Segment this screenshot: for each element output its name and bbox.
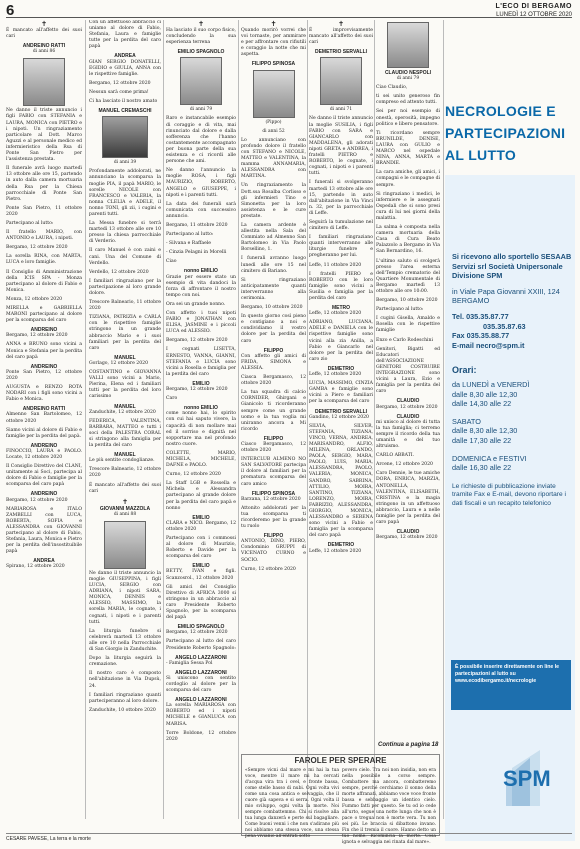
- deceased-name: FILIPPO SPINOSA: [251, 490, 296, 497]
- deceased-name: EMILIO: [192, 380, 210, 387]
- ad-title: [445, 100, 575, 166]
- notice-text: - Famiglia Sessa Pol: [166, 660, 213, 666]
- notice-text: FINOCCIO, LAURA e PAOLO. Locate, 12 ottobre 2020: [6, 448, 82, 460]
- portrait-photo: [180, 57, 222, 105]
- notice-text: SILVIA, SILVER, STEFANIA, TIZIANA, VINCO, VERNA, ANDREA, MARISANDRO, ALFIO, MILENA, ORLANDO, PAOLA, SERGIO, MARA, PAOLO, LUIS, MARIA, ALESSANDRA, PAOLO, VALERIA, MONICA, SANDRO, SABRINA, ATTILIO, MOIRA, SANTINO, TIZIANA, LORENZO, MOIRA, FABRIZIO, ALESSANDRA, GIORGIO, MONICA, ALESSANDRO e SERENA sono vicini a Fabio e famiglia per la scomparsa del caro papà: [309, 423, 373, 539]
- notice-text: I fratelli PIERO e ROBERTO con le loro famiglie sono vicini a Susilia e famiglia per la perdita del caro: [309, 271, 373, 301]
- ad-body: [452, 252, 574, 508]
- notice-text: Ciasco Bergamasco, 12 ottobre 2020: [241, 441, 306, 454]
- deceased-name: DEMETRIO: [327, 542, 355, 549]
- notice-text: Bergamo, 12 ottobre 2020: [6, 497, 68, 503]
- notice-text: Partecipano con i commossi al dolore di Maurizio, Roberto e Davide per la scomparsa del caro: [166, 536, 236, 560]
- notice-text: Zanduchite, 10 ottobre 2020: [89, 707, 156, 713]
- age-note: di anni 86: [32, 49, 56, 55]
- deceased-name: EMILIO: [192, 563, 210, 570]
- notice-text: I cognati LISETTA, ERNESTO, VANNA, GIANNI, STEFANIA e LUCIA sono vicini a Rosella e famiglia per la perdita del caro: [166, 347, 236, 377]
- deceased-name: ANDREINO: [30, 442, 58, 449]
- deceased-name: DEMETRIO SERVALLI: [314, 408, 368, 415]
- notice-text: La camera ardente è allestita nella Sala del Commiato ad Almenno San Bartolomeo in Via Paolo Borsellino, 1.: [241, 222, 306, 253]
- notice-text: FEDERICA, VALENTINA, BARBARA, MATTEO e tutti i soci della PALESTRA CORAL si stringono alla famiglia per la perdita del caro: [89, 418, 161, 449]
- poem-credit: CESARE PAVESE, La terra e la morte: [6, 836, 91, 842]
- notice-text: Genitori, Bigatti ed Educatori dell'ASSOCIAZIONE GENITORI COSTRUIRE INTEGRAZIONE sono vicini a Laura, Ezio e famiglia per la perdita del caro: [376, 346, 440, 395]
- notice-text: CARLO ABBATI.: [376, 453, 415, 459]
- notice-text: Si ringraziano anticipatamente quanti interverranno alla cerimonia.: [241, 277, 306, 301]
- cross-icon: ✝: [338, 20, 344, 28]
- notice-text: I familiari ringraziano per la partecipazione al loro grande dolore.: [89, 278, 161, 296]
- notice-text: Ora sei un grande nonno.: [166, 301, 226, 307]
- notice-text: AUGUSTA e RENZO ROTA NODARI con i figli sono vicini a Fabio e Monica.: [6, 385, 82, 403]
- age-note: di anni 79: [396, 76, 420, 82]
- notice-text: La tua squadra di calcio CORNIDER, Ghirgani e Gianicolo ti ricorderanno sempre come un grande uomo e la tua voglia mi uniranno ancora a Mi ricordo: [241, 390, 306, 432]
- notice-text: Nessun sarà come prima!: [89, 89, 149, 95]
- notice-text: Raro e instancabile esempio di coraggio e di vita, mai rinunciato dal dolore e dalla sofferenza che l'hanno costantemente accompagnato per buona parte della sua esistenza e ci ricordi alle persone che ami.: [166, 116, 236, 165]
- notice-text: GIAN SERGIO DONATELLI, EGIDIO e GIULIA, ANNA con le rispettive famiglie.: [89, 59, 161, 77]
- portrait-photo: [104, 521, 146, 569]
- ad-email: [452, 341, 574, 351]
- portrait-photo: [23, 58, 65, 106]
- spm-logo-text: SPM: [503, 766, 551, 791]
- cross-icon: ✝: [270, 20, 277, 28]
- notice-text: Leffe, 12 ottobre 2020: [309, 372, 362, 378]
- ad-title-line: AL LUTTO: [445, 147, 517, 163]
- notice-text: MARIAROSA e ITALO ZAMBELLI con LUCA, ROBERTA, SOFIA e ALESSANDRA con GIOVANNI partecipano al dolore di Fabio, Stefania, Laura, Monica e Pietro per la perdita dell'insostituibile papà: [6, 506, 82, 555]
- column-divider: [163, 20, 164, 819]
- notice-text: Gandino, 12 ottobre 2020: [309, 414, 369, 420]
- paper-name: L'ECO DI BERGAMO: [495, 3, 572, 10]
- weekday-hours-morning: dalle 8,30 alle 12,30: [452, 389, 518, 399]
- notice-text: Ciao Claudio,: [376, 85, 408, 91]
- notice-text: COLETTE, MARIO, MICHELA, MICHELE, DAFNE e PAOLO.: [166, 450, 236, 469]
- deceased-name: ANDREA: [33, 558, 55, 565]
- notice-text: Trescore Balneario, 12 ottobre 2020: [89, 467, 161, 479]
- notice-text: - Cinzia Pelagni in Morelli: [166, 250, 227, 256]
- deceased-name: nonno EMILIO: [184, 268, 218, 275]
- obituary-column-1: [6, 20, 82, 840]
- notice-text: Il funerale avrà luogo martedì 13 ottobre alle ore 15, partendo in auto dalla camera mortuaria della Rsa per la Chiesa parrocchiale di Ponte San Pietro.: [6, 166, 82, 202]
- notice-text: La sorella RINA, con MARTA, LUCA e loro famiglie.: [6, 254, 82, 266]
- notice-text: ANNA e BRUNO sono vicini a Monica e Stefania per la perdita del caro papà: [6, 342, 82, 360]
- obituary-column-5: [309, 20, 373, 748]
- notice-text: I familiari ringraziano quanti interverranno alle liturgie funebre e pregheranno per lui.: [309, 235, 373, 259]
- notice-text: come nonno hai, lo spirito con cui hai saputo vivere, la capacità di non mollare mai ed il sorriso e dignità nel sopportare ma nel profondo nostro cuore.: [166, 411, 236, 447]
- notice-text: Siamo vicini al dolore di Fabio e famiglie per la perdita del papà.: [6, 427, 82, 439]
- obituary-column-6: [376, 20, 440, 730]
- email-label: E-mail: [452, 340, 474, 350]
- deceased-name: ANGELO LAZZARONI: [175, 654, 227, 661]
- notice-text: Quando morirò vorrei che voi tornaste, per ammirare e per affrontare con rifiutili e coraggio la notte che mi aspetta.: [241, 28, 306, 58]
- ad-fax: [452, 331, 574, 341]
- notice-text: Ne danno il triste annuncio la moglie SUSILIA, i figli FABIO con SARA e GIANCARLO con MADDALENA, gli adorati nipoti GRETA e ANDREA, i fratelli PIETRO e ROBERTO, le cognate, i cognati, i nipoti e i parenti tutti.: [309, 116, 373, 177]
- notice-text: É improvvisamente mancato all'affetto dei suoi cari: [309, 28, 373, 46]
- notice-text: Grazie per essere stato un esempio di vita dandoci la forza di affrontare il nostro tempo con noi.: [166, 274, 236, 298]
- age-note: di anni 88: [113, 511, 137, 517]
- notice-text: Leffe, 12 ottobre 2020: [309, 311, 362, 317]
- notice-text: INTERCLUB ALMENO NO SAN SALVATORE partecipa il dolore al familiari per la prematura scomparsa del caro amico: [241, 457, 306, 487]
- ad-title-line: NECROLOGIE E: [445, 103, 556, 119]
- notice-text: I familiari ringraziano quanti parteciperanno al loro dolore.: [89, 692, 161, 704]
- notice-text: Il Consiglio di Amministrazione della ICIS SPA - Monza partecipano al dolore di Fabio e Monica.: [6, 269, 82, 293]
- portrait-photo: [320, 57, 362, 105]
- notice-text: Torre Boldone, 12 ottobre 2020: [166, 730, 236, 742]
- notice-text: Bergamo, 11 ottobre 2020: [166, 222, 228, 228]
- notice-text: I funerali avranno luogo lunedì alle ore 15 nel cimitero di Bariano.: [241, 256, 306, 274]
- deceased-name: FILIPPO: [263, 435, 284, 442]
- notice-text: Si ringraziano i medici, le infermiere e le assegnati Ospedali che si sono presi cura di lui nei giorni della malattia.: [376, 191, 440, 221]
- deceased-name: ANDREINO: [30, 327, 58, 334]
- deceased-name: FILIPPO: [263, 347, 284, 354]
- notice-text: Ciao: [166, 259, 177, 265]
- holiday-hours-range: dalle 16,30 alle 22: [452, 463, 512, 473]
- notice-text: Partecipano al lutto:: [166, 232, 214, 238]
- deceased-name: EMILIO: [192, 514, 210, 521]
- deceased-name: GIOVANNI MAZZOLA: [99, 505, 151, 512]
- holiday-label: DOMENICA e FESTIVI: [452, 453, 527, 463]
- notice-text: Barzana, 12 ottobre 2020: [241, 496, 301, 502]
- age-note: di anni 71: [329, 107, 353, 113]
- deceased-name: MANUEL: [114, 403, 136, 410]
- notice-text: Bergamo, 12 ottobre 2020: [6, 333, 68, 339]
- portrait-photo: [253, 70, 295, 118]
- column-divider: [443, 20, 444, 819]
- ad-intro: Si ricevono allo sportello SESAAB Servizi srl Società Unipersonale Divisione SPM: [452, 252, 572, 281]
- deceased-name: MANUEL: [114, 452, 136, 459]
- notice-text: Arcene, 12 ottobre 2020: [376, 462, 433, 468]
- deceased-name: EMILIO SPAGNOLO: [177, 624, 225, 631]
- notice-text: ti sei unito generoso fin compreso ed attento tutti.: [376, 94, 440, 106]
- saturday-hours-afternoon: dalle 17,30 alle 22: [452, 435, 512, 445]
- notice-text: Le più sentite condoglianze.: [89, 458, 155, 464]
- notice-text: Ti ricordano sempre BRUNILDE, DENISE, LAURA con GULIO e MARCO nel ospedale NINA, ANNA, MARTA e BRANDIE.: [376, 130, 440, 167]
- notice-text: Gli amici del Consiglio Direttivo di AFRICA 3000 si stringono in un abbraccio al caro Presidente Roberto Spagnolo, per la scomparsa del papà: [166, 584, 236, 621]
- tel-number[interactable]: 035.35.87.77: [466, 311, 509, 321]
- cross-icon: ✝: [41, 20, 47, 28]
- notice-text: Partecipano al lutto del caro Presidente Roberto Spagnolo:: [166, 639, 236, 651]
- notice-text: La salma è composta nella camera mortuaria della Casa di Cura Beato Palazzolo a Bergamo in Via San Bernardino, 16.: [376, 225, 440, 255]
- notice-text: TIZIANA, PATRIZIA e CARLA con le rispettive famiglie stringono in un grande abbraccio Mario e i suoi familiari per la perdita del caro: [89, 315, 161, 351]
- notice-text: Ha lasciato il suo corpo fisico, concludendo la sua esperienza terrena: [166, 28, 236, 46]
- notice-text: MIRELLA e GABRIELLA MARONI partecipano al dolore per la scomparsa del caro: [6, 306, 82, 324]
- age-note: di anni 52: [262, 128, 285, 134]
- deceased-name: DEMETRIO: [327, 365, 355, 372]
- notice-text: Dopo la liturgia seguirà la cremazione.: [89, 656, 161, 668]
- continues-note: Continua a pagina 18: [378, 742, 439, 748]
- notice-text: Bergamo, 12 ottobre 2020: [89, 80, 151, 86]
- weekday-hours: [452, 380, 574, 409]
- deceased-name: CLAUDIO NESPOLI: [384, 70, 432, 76]
- notice-text: ANTONIO, DINO, PIERO, Condominio GRUPPI di VICENATO CURNO e SOCIO.: [241, 539, 306, 563]
- obituary-column-3: [166, 20, 236, 840]
- header-rule: [6, 17, 572, 18]
- notice-text: I funerali si svolgeranno martedì 13 ottobre alle ore 15, partendo in auto dall'abitazione in Via Vinci n. 32, per la parrocchiale di Leffe.: [309, 180, 373, 216]
- notice-text: - Silvana e Raffaele: [166, 241, 211, 247]
- poem-title: FAROLE PER SPERARE: [294, 756, 387, 765]
- notice-text: Ciasca Bergamasco, 12 ottobre 2020: [241, 375, 306, 387]
- notice-text: Profondamente addolorati, ne annunciano la scomparsa la moglie PIA, il papà MARIO, le sorelle NICOLE con FRANCESCO e VALERIA, la nonna CLELIA e ADELE, il nonno TONI, gli zii, i cugini e parenti tutti.: [89, 169, 161, 217]
- notice-text: CLARA e NICO. Bergamo, 12 ottobre 2020: [166, 520, 236, 532]
- deceased-name: CLAUDIO: [396, 529, 420, 536]
- holiday-hours: [452, 454, 574, 473]
- deceased-name: nonno EMILIO: [184, 405, 218, 412]
- notice-text: Sei per noi esempio di onestà, operosità, impegno politico e libero pensatore.: [376, 109, 440, 127]
- issue-date: LUNEDÌ 12 OTTOBRE 2020: [496, 12, 572, 18]
- saturday-label: SABATO: [452, 416, 481, 426]
- notice-text: Monza, 12 ottobre 2020: [6, 296, 63, 302]
- notice-text: La data dei funerali sarà comunicata con successivo annuncio.: [166, 201, 236, 219]
- notice-text: In questo giorno così pieno e contigiano a noi e condividiamo il vostro dolore per la perdita del caro: [241, 314, 306, 344]
- cross-icon: ✝: [198, 20, 204, 28]
- notice-text: É mancato all'affetto dei suoi cari: [6, 28, 82, 40]
- deceased-name: ANDREINO RATTI: [22, 406, 66, 413]
- age-note: (Pippo): [265, 119, 282, 125]
- notice-text: Enzo e Carlo Rodeschini: [376, 337, 433, 343]
- page-number: 6: [6, 2, 15, 19]
- deceased-name: EMILIO SPAGNOLO: [177, 49, 225, 56]
- column-divider: [85, 20, 86, 819]
- deceased-name: MANUEL CREMASCHI: [98, 108, 152, 115]
- notice-text: Verdello, 12 ottobre 2020: [89, 269, 149, 275]
- column-divider: [307, 20, 308, 819]
- notice-text: BETTY, IVAN e figli. Scanzosrol., 12 ottobre 2020: [166, 569, 236, 581]
- notice-text: Si uniscono con sentito cordoglio al dolore per la scomparsa del caro: [166, 675, 236, 694]
- column-divider: [374, 20, 375, 819]
- email-link[interactable]: necro@spm.it: [475, 340, 525, 350]
- notice-text: Il Consiglio Direttivo del CLANI, unitamente ai Soci, partecipa al dolore di Fabio e famiglie per la scomparsa del caro papà: [6, 464, 82, 488]
- notice-text: Leffe, 11 ottobre 2020: [309, 262, 362, 268]
- notice-text: Ponte San Pietro, 12 ottobre 2020: [6, 369, 82, 381]
- deceased-name: CLAUDIO: [396, 398, 420, 405]
- notice-text: Il nostro caro è composto nell'abitazione in Via Dupsù, 24.: [89, 671, 161, 689]
- portrait-photo: [387, 22, 429, 68]
- notice-text: Bergamo, 12 ottobre 2020: [6, 245, 68, 251]
- notice-text: Partecipano al lutto:: [6, 220, 54, 226]
- notice-text: Zanduchite, 12 ottobre 2020: [89, 409, 156, 415]
- notice-text: Bergamo, 10 ottobre 2020: [241, 305, 303, 311]
- notice-text: Ci ha lasciato il nostro amato: [89, 99, 158, 105]
- notice-text: LUCIA, MASSIMO, CINZIA GAMBA e famiglie sono vicini a Piero e familiari per la scomparsa del caro: [309, 381, 373, 405]
- notice-text: Leffe, 12 ottobre 2020: [309, 548, 362, 554]
- deceased-name: FILIPPO SPINOSA: [251, 61, 296, 68]
- notice-text: Con un affettuoso abbraccio ci uniamo al dolore di Fabio, Stefania, Laura e famiglie tutte per la perdita del caro papà: [89, 20, 161, 50]
- notice-text: Ne danno il triste annuncio i figli FABIO con STEFANIA e LAURA, MONICA con PIETRO e i nipoti. Un ringraziamento particolare al Dott. Marco Aguzzi e al personale medico ed infermieristico della Rsa di Ponte San Pietro per l'assistenza prestata.: [6, 108, 82, 163]
- notice-text: Bergamo, 12 ottobre 2020: [166, 387, 228, 393]
- fax-label: Fax: [452, 331, 465, 341]
- ad-address: in Viale Papa Giovanni XXIII, 124 BERGAMO: [452, 286, 560, 306]
- notice-text: Bergamo, 12 ottobre 2020: [376, 535, 438, 541]
- notice-text: La liturgia funebre si celebrerà martedì 13 ottobre alle ore 10 nella Parrocchiale di San Giorgio in Zanduchite.: [89, 628, 161, 653]
- notice-text: Bergamo, 12 ottobre 2020: [166, 338, 228, 344]
- obituary-column-2: [89, 20, 161, 840]
- notice-text: Gorlago, 12 ottobre 2020: [89, 360, 149, 366]
- page-footer: [6, 833, 572, 842]
- poem-text-left: «Sempre vicni dal mare e mi hai la tua voce, mentre il mare mi ha cercati d'acqua vira tra i ovel, e fronte bassa, come stelle basso di nubi. Ogni volta vivi come una cosa antica e selvaggia, che il cuore già sapeva e si serra. Ogni volta il mio sviluppo, ogni volta la morte. Noi sempre combattemmo. Chi si risolve alla tua lunga danzerà e perte sul bagagliare. Come buoni venni i che non s'adirano più noi abbiamo una stessa voce, una stessa pena vivianio all'entrati sotto: [245, 768, 339, 839]
- column-divider: [238, 20, 239, 819]
- deceased-name: FILIPPO: [263, 533, 284, 540]
- ad-title-line: PARTECIPAZIONI: [445, 125, 566, 141]
- tel-label: Tel.: [452, 311, 465, 321]
- notice-text: Partecipano al lutto:: [376, 307, 424, 313]
- notice-text: I cugini Gisella, Amaldo e Rosella con le rispettive famiglie: [376, 316, 440, 334]
- notice-text: Bergamo, 12 ottobre 2020: [376, 404, 438, 410]
- notice-text: Caro: [166, 396, 178, 402]
- deceased-name: ANDREA: [114, 53, 136, 60]
- notice-text: Trescore Balneario, 11 ottobre 2020: [89, 300, 161, 312]
- notice-text: Con affetto i tuoi nipoti FABIO e JONATHAN con ELISA, JASMINE e i piccoli LUCA ed ALESSIO.: [166, 311, 236, 335]
- deceased-name: CLAUDIO: [396, 413, 420, 420]
- notice-text: L'ultimo saluto si svolgerà presso l'area esterna dell'Tempio crematorio del Quartiere Monumentale di Bergamo martedì 13 ottobre alle ore 10:00.: [376, 258, 440, 294]
- age-note: di anni 79: [189, 107, 213, 113]
- deceased-name: MANUEL: [114, 354, 136, 361]
- ad-note: Le richieste di pubblicazione inviate tramite Fax e E-mail, devono riportare i dati fiscali e un recapito telefonico: [452, 482, 566, 507]
- weekday-label: da LUNEDÌ a VENERDÌ: [452, 379, 530, 389]
- notice-text: Ne danno l'annuncio la moglie ROSA, i figli MAURIZIO, ROBERTO, ANGELO e GIUSEPPE, i nipoti e i parenti tutti.: [166, 168, 236, 198]
- deceased-name: ANGELO LAZZARONI: [175, 669, 227, 676]
- notice-text: Spirano, 12 ottobre 2020: [6, 564, 65, 570]
- notice-text: Attonito addolorati per la tua scomparsa ti ricorderemo per la grande tu ruolo: [241, 505, 306, 530]
- fax-number: 035.35.88.77: [466, 331, 510, 341]
- obituary-column-4: [241, 20, 306, 748]
- deceased-name: ANDREINO: [30, 363, 58, 370]
- notice-text: Bergamo, 10 ottobre 2020: [376, 298, 438, 304]
- online-notice[interactable]: È possibile inserire direttamente on line le partecipazioni al lutto su www.ecodibergamo.it/necrologie: [451, 660, 571, 710]
- notice-text: É mancato all'affetto dei suoi cari: [89, 482, 161, 494]
- notice-text: Un ringraziamento la Dott.ssa Rosalba Corlisso e gli infermieri Tino e Simonetta per la loro assistenza e le cure prestate.: [241, 183, 306, 219]
- deceased-name: ANDREINO: [30, 491, 58, 498]
- notice-text: La sorella MARIAROSA con ROBERTO ed i nipoti MICHELE e GIANLUCA con MARISA.: [166, 703, 236, 727]
- notice-text: COSTANTINO e GIOVANNA VALLI sono vicini a Mario, Pierina, Elena ed i familiari tutti per la perdita del loro carissimo: [89, 370, 161, 400]
- cross-icon: ✝: [122, 497, 128, 506]
- notice-text: Almenno San Bartolomeo, 12 ottobre 2020: [6, 412, 82, 424]
- poem-text-right: povero cielo. Tra noi non insidia, non era nella possibile a corso sempre. Combattere ma ancora, combatteremo sempre, perché cerchiamo il sonno della morte affranati, abbiamo voce voce fronte bassa e sebbaggio un identico cielo. Fummo fatti per questo. Se tu od io cede all'urto, segue una notte lunga che non è pace o tregua non è morte vera. Tu non sei più. Le braccia si dibattono invano. Fin che il tremia il cuore. Hanno detto un tuo nome. Ricomincia la morte. Cosa ignota e selvaggia nei rinata dal mare».: [342, 768, 436, 845]
- notice-text: Caro Dennie, le tue amiche DORA, ENRICA, MARZIA, ANTONELLA, VALENTINA, ELISABETH, CRISTINA e la magia stringono in un affettuoso abbraccio, Laura e a nelle famiglie per la perdita del caro papà: [376, 471, 440, 526]
- notice-text: La Messa funebre si terrà martedì 13 ottobre alle ore 10 presso la chiesa parrocchiale di Verderio.: [89, 221, 161, 245]
- deceased-name: DEMETRIO SERVALLI: [314, 49, 368, 56]
- ad-phone: [452, 312, 574, 322]
- notice-text: Lo annunciano con profondo dolore il fratello con STEFANO e NICOLE, MATTEO e VALENTINA, la mamma ANNAMARIA, ALESSANDRA con MARTINA.: [241, 137, 306, 180]
- weekday-hours-afternoon: dalle 14,30 alle 22: [452, 399, 512, 409]
- notice-text: Curno, 12 ottobre 2020: [166, 472, 221, 478]
- age-note: di anni 39: [113, 160, 137, 166]
- notice-text: Il fratello MARIO, con ANTONIO e LAURA, i nipoti.: [6, 230, 82, 242]
- tel-number-2[interactable]: 035.35.87.63: [483, 321, 526, 331]
- notice-text: Il caro Manuel è con zaini e cani. Una del Comune di Verdello.: [89, 248, 161, 266]
- notice-text: Ne danno il triste annuncio la moglie GIUSEPPINA, i figli LUCIA, SERGIO con ADRIANA, i nipoti SARA, MONICA, DENNIS e ALESSIO, MASSIMO, la sorella MARIA, le cognate, i cognati, i nipoti e i parenti tutti.: [89, 570, 161, 625]
- notice-text: ADRIANO, LUCIANA, ADELE e DANIELA con le rispettive famiglie sono vicini alla zia Anilla, a Fabio e Giancarlo nel dolore per la perdita del caro zio: [309, 320, 373, 362]
- notice-text: La Staff LGB e Rossella e Michela e Alessandra partecipano al grande dolore per la perdita del caro papà e nonno: [166, 481, 236, 511]
- hours-title: Orari:: [452, 365, 477, 376]
- notice-text: Curno, 12 ottobre 2020: [241, 566, 296, 572]
- deceased-name: ANDREINO RATTI: [22, 43, 66, 50]
- notice-text: mi unisco al dolore di tutta la tua famiglia; ci terremo sempre il ricordo della tua umanità e del tuo altruismo.: [376, 419, 440, 450]
- notice-text: Con affetto gli amici di FRIDA, SIMONA e ALESSIA.: [241, 353, 306, 371]
- notice-text: La cara amiche, gli amici, i compagni e le compagne di sempre.: [376, 170, 440, 188]
- notice-text: Ponte San Pietro, 11 ottobre 2020: [6, 205, 82, 217]
- notice-text: Seguirà la tumulazione nel cimitero di Leffe.: [309, 219, 373, 232]
- deceased-name: METRO: [331, 305, 351, 312]
- saturday-hours-morning: dalle 8,30 alle 12,30: [452, 426, 518, 436]
- notice-text: Bergamo, 12 ottobre 2020: [166, 630, 228, 636]
- saturday-hours: [452, 417, 574, 446]
- portrait-photo: [102, 116, 148, 158]
- deceased-name: ANGELO LAZZARONI: [175, 697, 227, 704]
